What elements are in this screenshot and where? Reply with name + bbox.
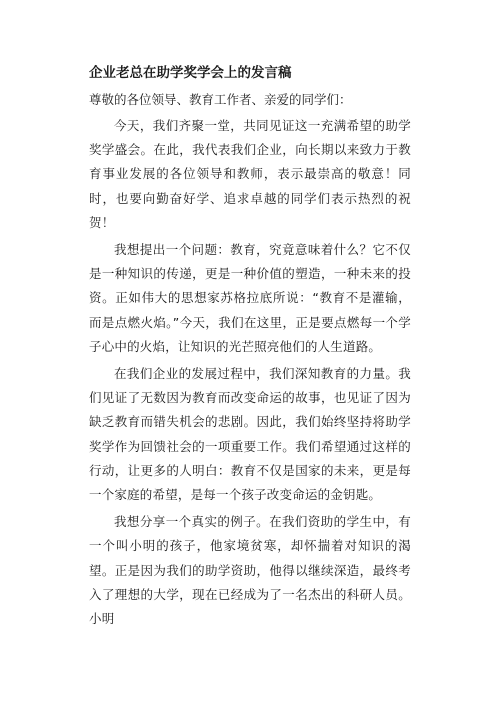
document-body [89,62,411,631]
paragraph-4: 我想分享一个真实的例子。在我们资助的学生中，有一个叫小明的孩子，他家境贫寒，却怀揣着对知识的渴望。正是因为我们的助学资助，他得以继续深造，最终考入了理想的大学，现在已经成为了一名杰出的科研人员。小明 [89,514,411,627]
document-title: 企业老总在助学奖学会上的发言稿 [89,65,292,81]
paragraph-2: 我想提出一个问题：教育，究竟意味着什么？它不仅是一种知识的传递，更是一种价值的塑造，一种未来的投资。正如伟大的思想家苏格拉底所说：“教育不是灌输，而是点燃火焰。”今天，我们在这里，正是要点燃每一个学子心中的火焰，让知识的光芒照亮他们的人生道路。 [89,242,411,354]
paragraph-1: 今天，我们齐聚一堂，共同见证这一充满希望的助学奖学盛会。在此，我代表我们企业，向长期以来致力于教育事业发展的各位领导和教师，表示最崇高的敬意！同时，也要向勤奋好学、追求卓越的同学们表示热烈的祝贺！ [89,118,411,230]
paragraph-3: 在我们企业的发展过程中，我们深知教育的力量。我们见证了无数因为教育而改变命运的故事，也见证了因为缺乏教育而错失机会的悲剧。因此，我们始终坚持将助学奖学作为回馈社会的一项重要工作。我们希望通过这样的行动，让更多的人明白：教育不仅是国家的未来，更是每一个家庭的希望，是每一个孩子改变命运的金钥匙。 [89,366,411,503]
salutation: 尊敬的各位领导、教育工作者、亲爱的同学们： [89,92,352,107]
